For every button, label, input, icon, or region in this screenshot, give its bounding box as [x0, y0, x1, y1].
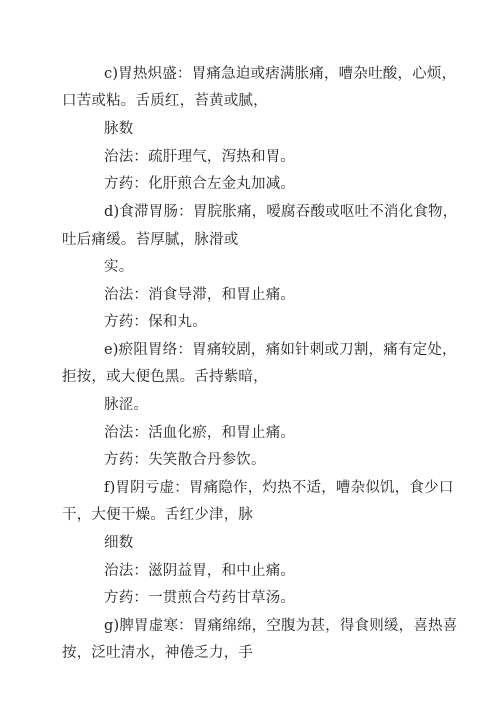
paragraph-d-pulse: 实。	[104, 259, 134, 275]
paragraph-c-prescription: 方药：化肝煎合左金丸加减。	[104, 176, 296, 192]
paragraph-f-treatment: 治法：滋阴益胃，和中止痛。	[104, 563, 296, 579]
paragraph-e-prescription: 方药：失笑散合丹参饮。	[104, 452, 266, 468]
paragraph-g-continuation: 按，泛吐清水，神倦乏力，手	[62, 645, 254, 661]
paragraph-e-treatment: 治法：活血化瘀，和胃止痛。	[104, 425, 296, 441]
paragraph-f-prescription: 方药：一贯煎合芍药甘草汤。	[104, 590, 296, 606]
paragraph-f-continuation: 干，大便干燥。舌红少津，脉	[62, 507, 254, 523]
paragraph-d-prescription: 方药：保和丸。	[104, 314, 207, 330]
paragraph-d-treatment: 治法：消食导滞，和胃止痛。	[104, 287, 296, 303]
paragraph-d-heading: d)食滞胃肠：胃脘胀痛，嗳腐吞酸或呕吐不消化食物，	[104, 204, 458, 220]
paragraph-e-continuation: 拒按，或大便色黑。舌持紫暗，	[62, 369, 268, 385]
paragraph-c-heading: c)胃热炽盛：胃痛急迫或痞满胀痛，嘈杂吐酸，心烦，	[104, 66, 457, 82]
paragraph-e-pulse: 脉涩。	[104, 397, 149, 413]
paragraph-g-heading: g)脾胃虚寒：胃痛绵绵，空腹为甚，得食则缓，喜热喜	[104, 618, 458, 634]
paragraph-c-continuation: 口苦或粘。舌质红，苔黄或腻，	[62, 93, 268, 109]
paragraph-f-pulse: 细数	[104, 535, 134, 551]
paragraph-e-heading: e)瘀阻胃络：胃痛较剧，痛如针刺或刀割，痛有定处，	[104, 342, 457, 358]
paragraph-f-heading: f)胃阴亏虚：胃痛隐作，灼热不适，嘈杂似饥，食少口	[104, 480, 454, 496]
paragraph-d-continuation: 吐后痛缓。苔厚腻，脉滑或	[62, 232, 239, 248]
paragraph-c-pulse: 脉数	[104, 121, 134, 137]
paragraph-c-treatment: 治法：疏肝理气，泻热和胃。	[104, 149, 296, 165]
